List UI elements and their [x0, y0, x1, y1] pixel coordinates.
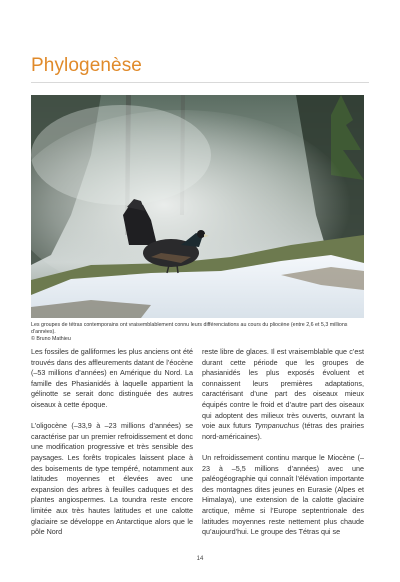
left-column	[31, 347, 193, 538]
left-paragraph-2: L’oligocène (–33,9 à –23 millions d’années) se caractérise par un premier refroidissement et donc une modification progressive et très sensible des paysages. Les forêts tropicales laissent place à des boisements de type tempéré, notamment aux latitudes moyennes et élevées avec une expansion des arbres à feuilles caduques et des plantes angiospermes. La toundra reste encore limitée aux très hautes latitudes et une calotte glaciaire se développe en Antarctique alors que le pôle Nord	[31, 421, 193, 537]
tympanuchus-term: Tympanuchus	[254, 421, 299, 431]
left-paragraph-1: Les fossiles de galliformes les plus anciens ont été trouvés dans des affleurements datant de l’éocène (–53 millions d’années) en Amérique du Nord. La famille des Phasianidés à laquelle appartient la gélinotte se serait donc distinguée des autres oiseaux à cette époque.	[31, 347, 193, 409]
photo-credit: © Bruno Mathieu	[31, 336, 71, 343]
page-number: 14	[196, 556, 204, 562]
right-paragraph-1	[202, 347, 364, 442]
right-paragraph-1-end: (tétras des prairies nord-américaines).	[202, 421, 364, 441]
right-column	[202, 347, 364, 538]
caption-text: Les groupes de tétras contemporains ont vraisemblablement connu leurs différenciations au cours du pliocène (entre 2,6 et 5,3 millions d’années).	[31, 322, 348, 336]
right-paragraph-1-text: reste libre de glaces. Il est vraisemblable que c’est durant cette période que les groupes de phasianidés les plus exposés évoluent et connaissent leurs premières adaptations, caractérisant d’une part des oiseaux mieux équipés contre le froid et d’autre part des oiseaux qui adoptent des milieux très ouverts, ouvrant la voie aux futurs	[202, 347, 364, 431]
right-paragraph-2: Un refroidissement continu marque le Miocène (–23 à –5,5 millions d’années) avec une paléogéographie qui connaît l’élévation importante des montagnes dites jeunes en Eurasie (Alpes et Himalaya), une extension de la calotte glaciaire arctique, même si l’Europe septentrionale des latitudes moyennes reste nettement plus chaude qu’aujourd’hui. Le groupe des Tétras qui se	[202, 452, 364, 537]
title-divider	[31, 82, 369, 83]
capercaillie-photo	[31, 95, 364, 318]
photo-illustration	[31, 95, 364, 318]
figure-caption	[31, 322, 371, 344]
page-title: Phylogenèse	[31, 55, 142, 76]
